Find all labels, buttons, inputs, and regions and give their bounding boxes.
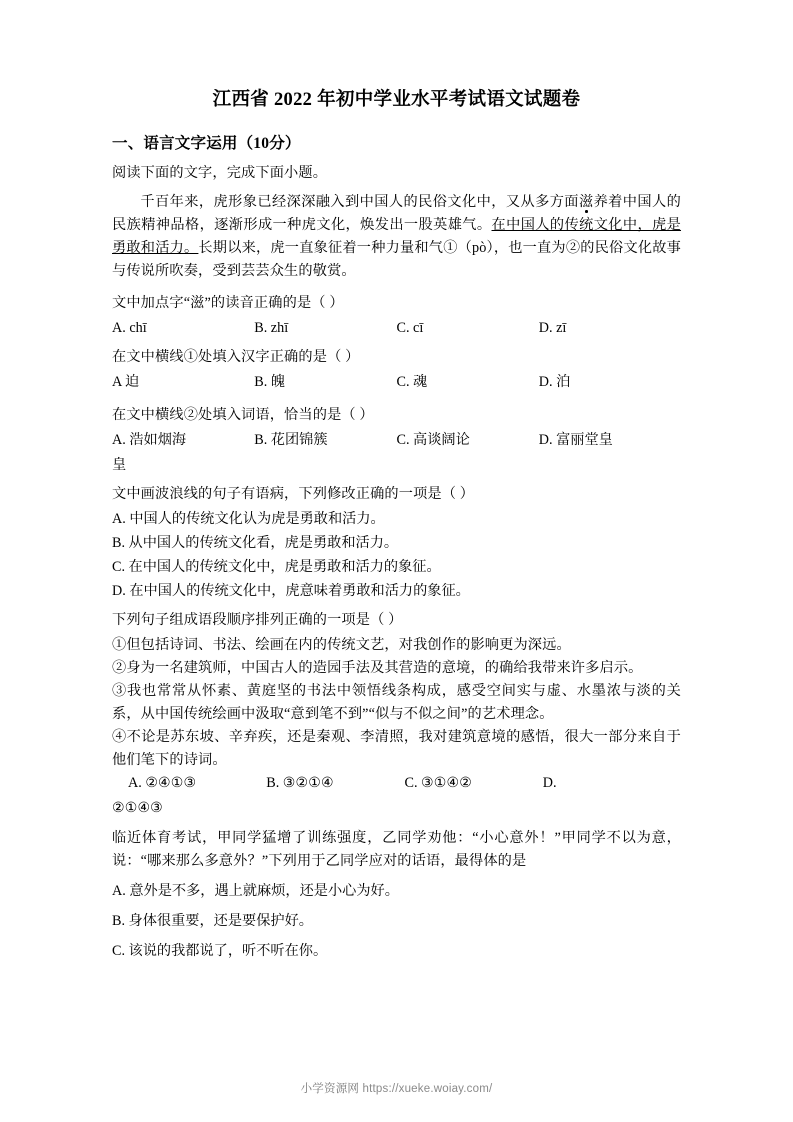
- option-d[interactable]: D. zī: [538, 319, 567, 336]
- reading-instruction: 阅读下面的文字，完成下面小题。: [112, 164, 328, 181]
- statement-1: ①但包括诗词、书法、绘画在内的传统文艺，对我创作的影响更为深远。: [112, 636, 571, 653]
- page-title: 江西省 2022 年初中学业水平考试语文试题卷: [212, 90, 581, 110]
- grammar-error-clause: 在中国人的传统文化中，虎是勇敢和活力。: [112, 216, 682, 256]
- option-a[interactable]: A. chī: [112, 319, 147, 336]
- option-b[interactable]: B. 魄: [254, 373, 285, 390]
- option-d[interactable]: D.: [542, 774, 557, 791]
- section-heading: 一、语言文字运用（10分）: [112, 134, 301, 152]
- option-b[interactable]: B. zhī: [254, 319, 289, 336]
- option-a[interactable]: A 迫: [112, 373, 140, 390]
- question-4-stem: 文中画波浪线的句子有语病，下列修改正确的一项是（ ）: [112, 485, 475, 502]
- emphasized-char: 滋: [578, 193, 594, 210]
- question-2: [112, 346, 681, 394]
- footer-site: https://xueke.woiay.com/: [362, 1083, 493, 1095]
- option-c[interactable]: C. ③①④②: [404, 774, 472, 791]
- statement-2: ②身为一名建筑师，中国古人的造园手法及其营造的意境，的确给我带来许多启示。: [112, 659, 643, 676]
- option-c[interactable]: C. 该说的我都说了，听不听在你。: [112, 942, 328, 959]
- option-b[interactable]: B. 从中国人的传统文化看，虎是勇敢和活力。: [112, 534, 399, 551]
- statement-3: ③我也常常从怀素、黄庭坚的书法中领悟线条构成，感受空间实与虚、水墨浓与淡的关系，从中国传统绘画中汲取“意到笔不到”“似与不似之间”的艺术理念。: [112, 682, 681, 722]
- option-d[interactable]: D. 富丽堂皇: [538, 431, 613, 448]
- statement-4: ④不论是苏东坡、辛弃疾，还是秦观、李清照，我对建筑意境的感悟，很大一部分来自于他们笔下的诗词。: [112, 728, 681, 768]
- option-b[interactable]: B. 身体很重要，还是要保护好。: [112, 912, 313, 929]
- question-1: [112, 292, 681, 340]
- footer-brand: 小学资源网: [300, 1083, 360, 1095]
- question-3-option-d-wrap: 皇: [112, 456, 127, 473]
- option-a[interactable]: A. 意外是不多，遇上就麻烦，还是小心为好。: [112, 882, 399, 899]
- option-c[interactable]: C. 高谈阔论: [396, 431, 470, 448]
- option-d[interactable]: D. 泊: [538, 373, 571, 390]
- option-b[interactable]: B. ③②①④: [266, 774, 334, 791]
- option-b[interactable]: B. 花团锦簇: [254, 431, 328, 448]
- question-1-options: [112, 317, 681, 340]
- question-5-stem: 下列句子组成语段顺序排列正确的一项是（ ）: [112, 611, 403, 628]
- question-5: [112, 609, 681, 820]
- question-5-options: [112, 772, 681, 795]
- question-6: [112, 827, 681, 963]
- blank-marker: ②: [565, 239, 581, 256]
- option-d[interactable]: D. 在中国人的传统文化中，虎意味着勇敢和活力的象征。: [112, 582, 470, 599]
- question-5-option-d-wrap: ②①④③: [112, 799, 163, 816]
- question-4: [112, 483, 681, 603]
- question-1-stem: 文中加点字“滋”的读音正确的是（ ）: [112, 294, 344, 311]
- blank-marker: ①: [443, 239, 458, 256]
- question-3-options: [112, 429, 681, 452]
- passage-text: 千百年来，虎形象已经深深融入到中国人的民俗文化中，又从多方面滋养着中国人的民族精神品格，逐渐形成一种虎文化，焕发出一股英雄气。在中国人的传统文化中，虎是勇敢和活力。长期以来，虎一直象征着一种力量和气①（pò），也一直为②的民俗文化故事与传说所吹奏，受到芸芸众生的敬赏。: [112, 193, 682, 279]
- question-3: [112, 404, 681, 477]
- option-a[interactable]: A. ②④①③: [128, 774, 197, 791]
- question-2-options: [112, 371, 681, 394]
- question-2-stem: 在文中横线①处填入汉字正确的是（ ）: [112, 348, 360, 365]
- question-3-stem: 在文中横线②处填入词语，恰当的是（ ）: [112, 406, 374, 423]
- option-c[interactable]: C. cī: [396, 319, 424, 336]
- footer-watermark: [0, 1080, 793, 1096]
- option-a[interactable]: A. 浩如烟海: [112, 431, 187, 448]
- option-a[interactable]: A. 中国人的传统文化认为虎是勇敢和活力。: [112, 510, 385, 527]
- question-6-stem: 临近体育考试，甲同学猛增了训练强度，乙同学劝他：“小心意外！”甲同学不以为意，说：“哪来那么多意外？”下列用于乙同学应对的话语，最得体的是: [112, 829, 681, 869]
- option-c[interactable]: C. 魂: [396, 373, 428, 390]
- option-c[interactable]: C. 在中国人的传统文化中，虎是勇敢和活力的象征。: [112, 558, 441, 575]
